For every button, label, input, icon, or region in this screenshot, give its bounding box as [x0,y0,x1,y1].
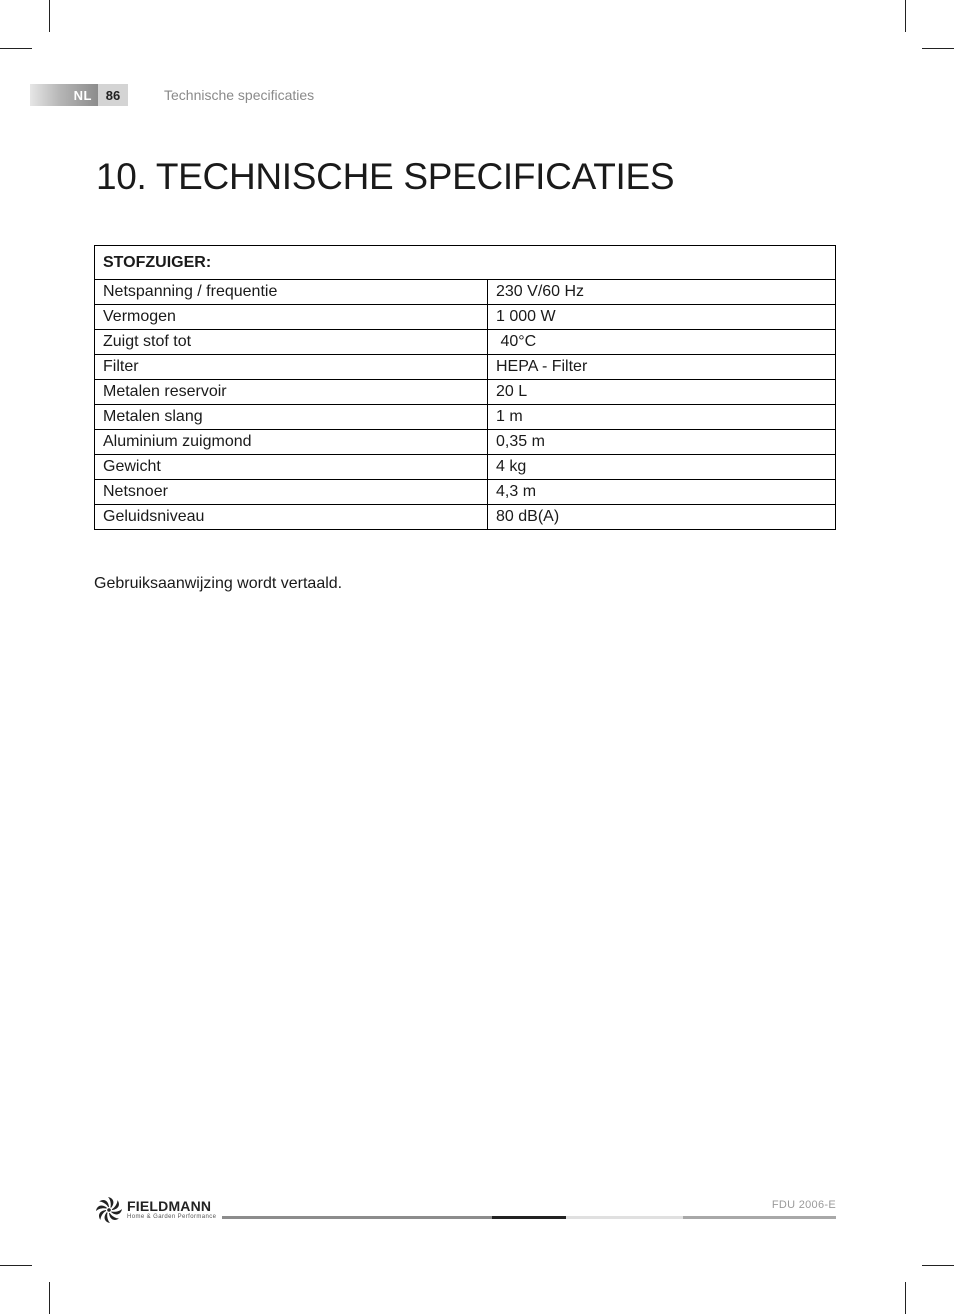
spec-value: 20 L [488,380,836,405]
spec-label: Netspanning / frequentie [95,280,488,305]
crop-mark [922,1265,954,1266]
table-row [95,430,836,455]
spec-value: 0,35 m [488,430,836,455]
page-header [30,84,128,106]
footer-line-segment [683,1216,836,1219]
spec-label: Metalen reservoir [95,380,488,405]
table-row [95,505,836,530]
footer-line-segment [492,1216,566,1219]
table-heading: STOFZUIGER: [95,246,836,280]
spec-table [94,245,836,530]
model-number: FDU 2006-E [771,1199,836,1211]
table-row [95,480,836,505]
language-tab: NL [30,84,98,106]
table-row [95,305,836,330]
spec-value: 80 dB(A) [488,505,836,530]
table-row [95,280,836,305]
brand-name: FIELDMANN [127,1198,212,1214]
translation-note: Gebruiksaanwijzing wordt vertaald. [94,575,343,592]
spec-label: Geluidsniveau [95,505,488,530]
spec-label: Vermogen [95,305,488,330]
fan-logo-icon [94,1195,124,1225]
spec-label: Filter [95,355,488,380]
page-number: 86 [98,84,128,106]
spec-value: HEPA - Filter [488,355,836,380]
page-title: 10. TECHNISCHE SPECIFICATIES [96,156,675,197]
crop-mark [49,0,50,32]
spec-value: 1 m [488,405,836,430]
crop-mark [0,48,32,49]
spec-label: Zuigt stof tot [95,330,488,355]
running-title: Technische specificaties [164,87,315,103]
spec-value: 4,3 m [488,480,836,505]
table-row [95,455,836,480]
spec-label: Netsnoer [95,480,488,505]
table-row [95,405,836,430]
footer-line-segment [566,1216,683,1219]
spec-label: Aluminium zuigmond [95,430,488,455]
table-row [95,330,836,355]
spec-value: 230 V/60 Hz [488,280,836,305]
crop-mark [905,0,906,32]
brand-tagline: Home & Garden Performance [127,1214,217,1220]
table-row [95,380,836,405]
spec-label: Gewicht [95,455,488,480]
crop-mark [49,1282,50,1314]
table-row [95,355,836,380]
crop-mark [0,1265,32,1266]
spec-label: Metalen slang [95,405,488,430]
crop-mark [922,48,954,49]
spec-value: 1 000 W [488,305,836,330]
brand-logo [94,1194,224,1226]
footer-line-segment [222,1216,492,1219]
spec-value: 40°C [488,330,836,355]
crop-mark [905,1282,906,1314]
spec-value: 4 kg [488,455,836,480]
